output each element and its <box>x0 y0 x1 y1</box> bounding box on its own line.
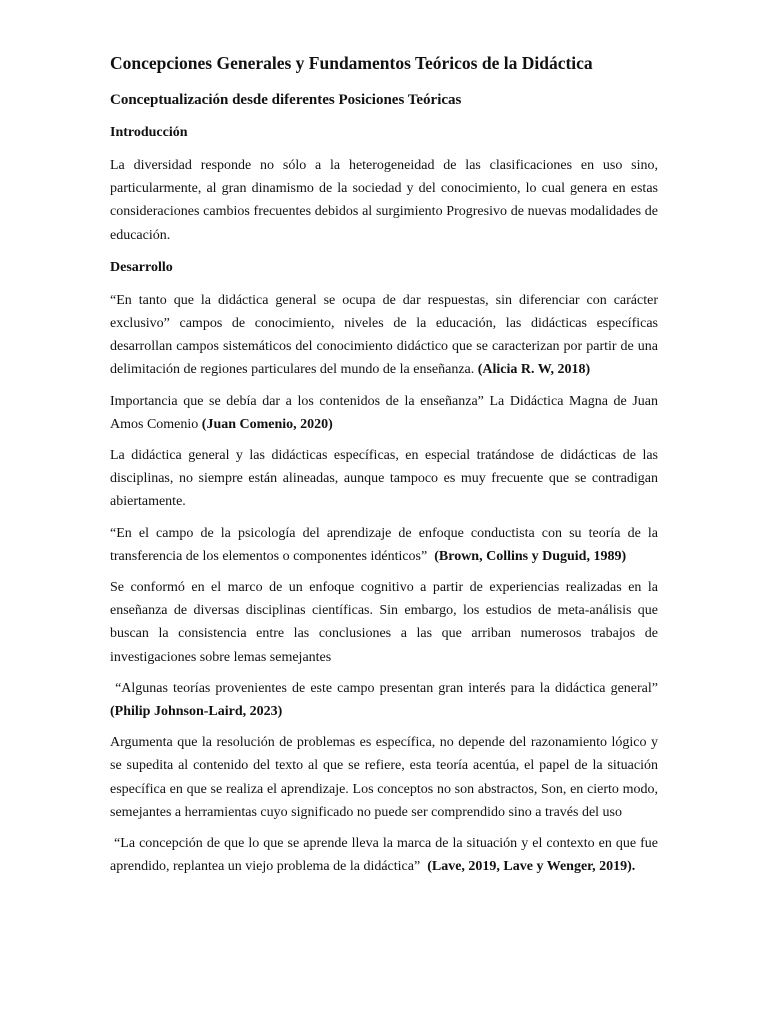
paragraph-2-text: Importancia que se debía dar a los contenidos de la enseñanza” La Didáctica Magna de Juan Amos Comenio <box>110 393 658 432</box>
intro-heading: Introducción <box>110 125 188 140</box>
paragraph-2-citation: (Juan Comenio, 2020) <box>201 416 333 432</box>
paragraph-7: Argumenta que la resolución de problemas es específica, no depende del razonamiento lógico y se supedita al contenido del texto al que se refiere, esta teoría acentúa, el papel de la situación específica en que se realiza el aprendizaje. Los conceptos no son abstractos, Son, en cierto modo, semejantes a herramientas cuyo significado no puede ser comprendido sino a través del uso <box>110 735 658 820</box>
paragraph-1 <box>110 289 658 382</box>
paragraph-4-citation: (Brown, Collins y Duguid, 1989) <box>434 548 627 564</box>
paragraph-8 <box>110 832 658 878</box>
paragraph-1-text: “En tanto que la didáctica general se ocupa de dar respuestas, sin diferenciar con carácter exclusivo” campos de conocimiento, niveles de la educación, las didácticas específicas desarrollan campos sistemáticos del conocimiento didáctico que se caracterizan por partir de una delimitación de regiones particulares del mundo de la enseñanza. <box>110 292 658 378</box>
paragraph-4-text: “En el campo de la psicología del aprendizaje de enfoque conductista con su teoría de la transferencia de los elementos o componentes idénticos” <box>110 525 658 564</box>
paragraph-8-citation: (Lave, 2019, Lave y Wenger, 2019). <box>427 859 636 875</box>
paragraph-1-citation: (Alicia R. W, 2018) <box>477 362 591 378</box>
development-heading: Desarrollo <box>110 259 173 275</box>
paragraph-6-citation: (Philip Johnson-Laird, 2023) <box>110 704 283 720</box>
paragraph-2 <box>110 390 658 436</box>
intro-paragraph: La diversidad responde no sólo a la heterogeneidad de las clasificaciones en uso sino, particularmente, al gran dinamismo de la sociedad y del conocimiento, lo cual genera en estas consideraciones cambios frecuentes debidos al surgimiento Progresivo de nuevas modalidades de educación. <box>110 158 658 243</box>
paragraph-4 <box>110 522 658 568</box>
paragraph-3: La didáctica general y las didácticas específicas, en especial tratándose de didácticas de las disciplinas, no siempre están alineadas, aunque tampoco es muy frecuente que se contradigan abiertamente. <box>110 448 658 510</box>
document-subtitle: Conceptualización desde diferentes Posiciones Teóricas <box>110 92 462 108</box>
document-page <box>110 50 658 878</box>
paragraph-5: Se conformó en el marco de un enfoque cognitivo a partir de experiencias realizadas en la enseñanza de diversas disciplinas científicas. Sin embargo, los estudios de meta-análisis que buscan la consistencia entre las conclusiones a las que arriban numerosos trabajos de investigaciones sobre lemas semejantes <box>110 580 658 665</box>
paragraph-8-text: “La concepción de que lo que se aprende lleva la marca de la situación y el contexto en que fue aprendido, replantea un viejo problema de la didáctica” <box>110 836 659 875</box>
paragraph-6 <box>110 677 658 723</box>
paragraph-6-text: “Algunas teorías provenientes de este campo presentan gran interés para la didáctica general” <box>115 680 658 696</box>
document-title: Concepciones Generales y Fundamentos Teóricos de la Didáctica <box>110 53 593 73</box>
